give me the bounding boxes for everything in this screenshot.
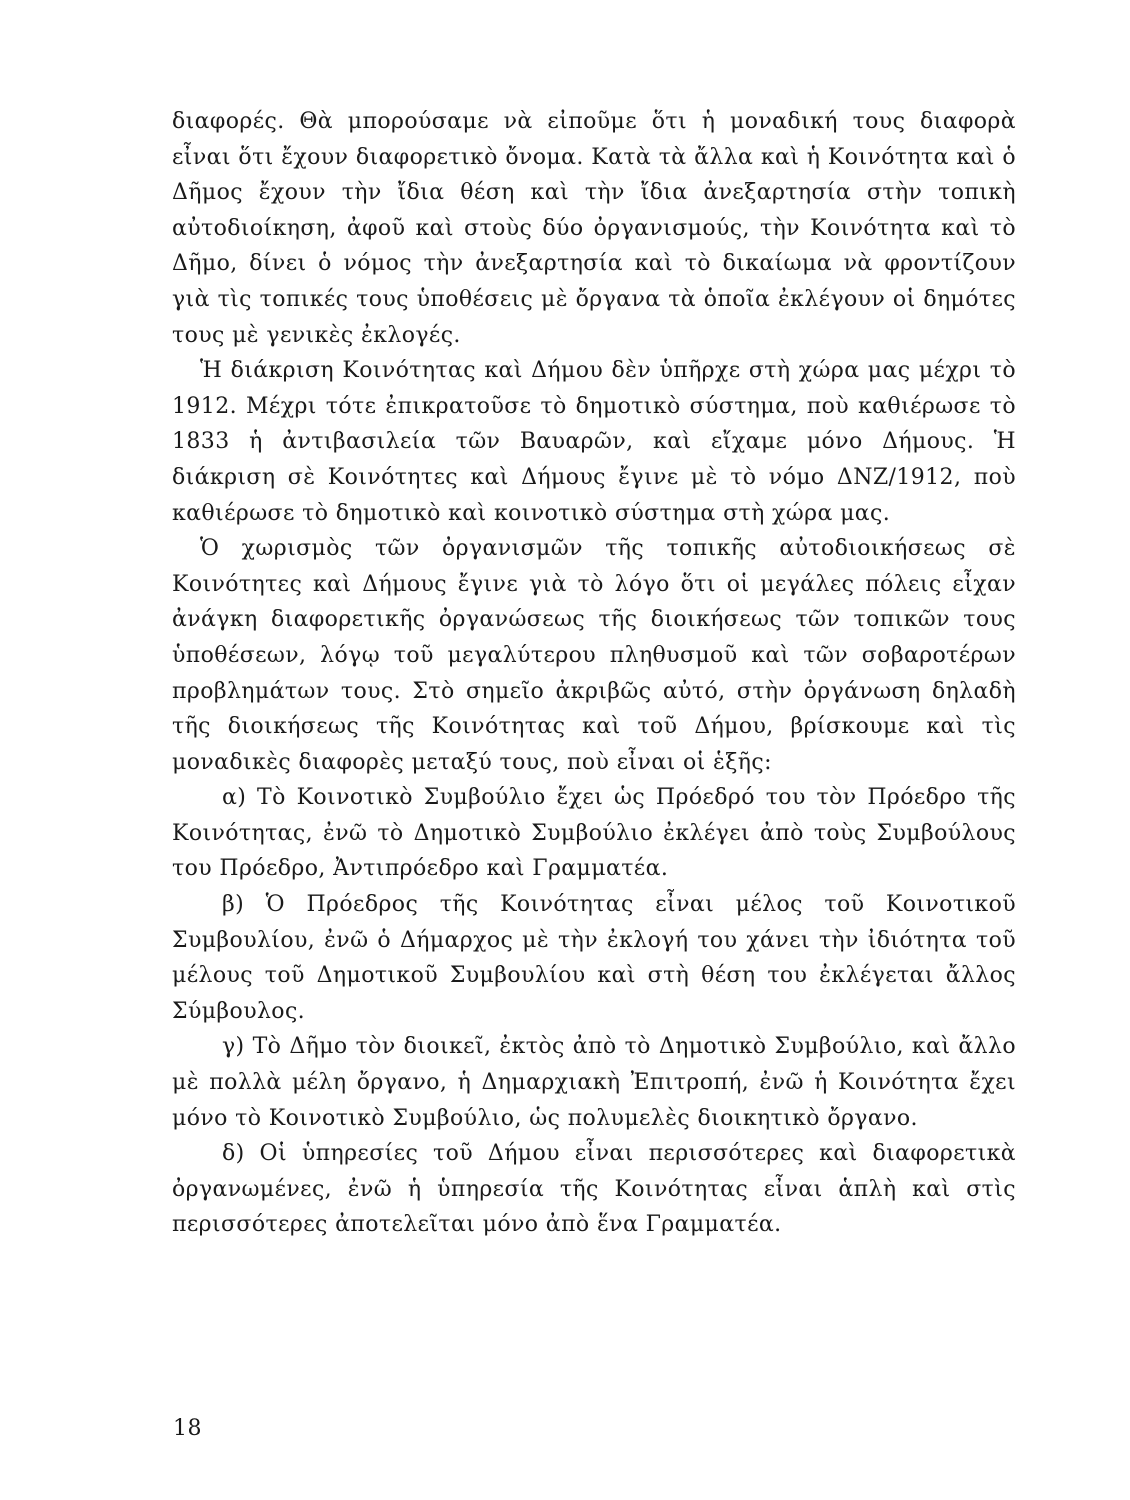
page-body — [172, 104, 1016, 1243]
list-item-a: α) Τὸ Κοινοτικὸ Συμβούλιο ἔχει ὡς Πρόεδρό του τὸν Πρόεδρο τῆς Κοινότητας, ἐνῶ τὸ Δημοτικὸ Συμβούλιο ἐκλέγει ἀπὸ τοὺς Συμβούλους του Πρόεδρο, Ἀντιπρόεδρο καὶ Γραμματέα. — [172, 785, 1016, 882]
paragraph-continuation: διαφορές. Θὰ μπορούσαμε νὰ εἰποῦμε ὅτι ἡ μοναδική τους διαφορὰ εἶναι ὅτι ἔχουν διαφορετικὸ ὄνομα. Κατὰ τὰ ἄλλα καὶ ἡ Κοινότητα καὶ ὁ Δῆμος ἔχουν τὴν ἴδια θέση καὶ τὴν ἴδια ἀνεξαρτησία στὴν τοπικὴ αὐτοδιοίκηση, ἀφοῦ καὶ στοὺς δύο ὀργανισμούς, τὴν Κοινότητα καὶ τὸ Δῆμο, δίνει ὁ νόμος τὴν ἀνεξαρτησία καὶ τὸ δικαίωμα νὰ φροντίζουν γιὰ τὶς τοπικές τους ὑποθέσεις μὲ ὄργανα τὰ ὁποῖα ἐκλέγουν οἱ δημότες τους μὲ γενικὲς ἐκλογές. — [172, 109, 1016, 348]
list-item-c: γ) Τὸ Δῆμο τὸν διοικεῖ, ἐκτὸς ἀπὸ τὸ Δημοτικὸ Συμβούλιο, καὶ ἄλλο μὲ πολλὰ μέλη ὄργανο, ἡ Δημαρχιακὴ Ἐπιτροπή, ἐνῶ ἡ Κοινότητα ἔχει μόνο τὸ Κοινοτικὸ Συμβούλιο, ὡς πολυμελὲς διοικητικὸ ὄργανο. — [172, 1034, 1016, 1131]
page-number: 18 — [173, 1416, 202, 1441]
paragraph-history: Ἡ διάκριση Κοινότητας καὶ Δήμου δὲν ὑπῆρχε στὴ χώρα μας μέχρι τὸ 1912. Μέχρι τότε ἐπικρατοῦσε τὸ δημοτικὸ σύστημα, ποὺ καθιέρωσε τὸ 1833 ἡ ἀντιβασιλεία τῶν Βαυαρῶν, καὶ εἴχαμε μόνο Δήμους. Ἡ διάκριση σὲ Κοινότητες καὶ Δήμους ἔγινε μὲ τὸ νόμο ΔΝΖ/1912, ποὺ καθιέρωσε τὸ δημοτικὸ καὶ κοινοτικὸ σύστημα στὴ χώρα μας. — [172, 358, 1016, 526]
paragraph-separation: Ὁ χωρισμὸς τῶν ὀργανισμῶν τῆς τοπικῆς αὐτοδιοικήσεως σὲ Κοινότητες καὶ Δήμους ἔγινε γιὰ τὸ λόγο ὅτι οἱ μεγάλες πόλεις εἶχαν ἀνάγκη διαφορετικῆς ὀργανώσεως τῆς διοικήσεως τῶν τοπικῶν τους ὑποθέσεων, λόγῳ τοῦ μεγαλύτερου πληθυσμοῦ καὶ τῶν σοβαροτέρων προβλημάτων τους. Στὸ σημεῖο ἀκριβῶς αὐτό, στὴν ὀργάνωση δηλαδὴ τῆς διοικήσεως τῆς Κοινότητας καὶ τοῦ Δήμου, βρίσκουμε καὶ τὶς μοναδικὲς διαφορὲς μεταξύ τους, ποὺ εἶναι οἱ ἑξῆς: — [172, 536, 1016, 775]
list-item-b: β) Ὁ Πρόεδρος τῆς Κοινότητας εἶναι μέλος τοῦ Κοινοτικοῦ Συμβουλίου, ἐνῶ ὁ Δήμαρχος μὲ τὴν ἐκλογή του χάνει τὴν ἰδιότητα τοῦ μέλους τοῦ Δημοτικοῦ Συμβουλίου καὶ στὴ θέση του ἐκλέγεται ἄλλος Σύμβουλος. — [172, 892, 1016, 1024]
list-item-d: δ) Οἱ ὑπηρεσίες τοῦ Δήμου εἶναι περισσότερες καὶ διαφορετικὰ ὀργανωμένες, ἐνῶ ἡ ὑπηρεσία τῆς Κοινότητας εἶναι ἁπλὴ καὶ στὶς περισσότερες ἀποτελεῖται μόνο ἀπὸ ἕνα Γραμματέα. — [172, 1141, 1016, 1238]
text-block — [172, 104, 1016, 1243]
